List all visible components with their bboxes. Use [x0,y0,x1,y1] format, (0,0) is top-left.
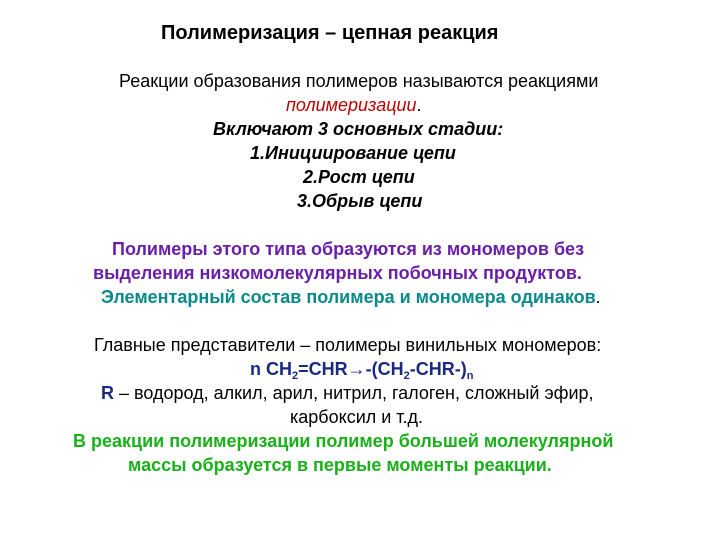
formula-sub-3: n [466,370,474,382]
formula-sub-2: 2 [403,370,410,382]
formula-sub-1: 2 [292,370,299,382]
properties-period: . [595,287,601,307]
properties-composition: Элементарный состав полимера и мономера одинаков [101,287,596,307]
properties-line-2: выделения низкомолекулярных побочных продуктов. [93,263,582,283]
r-definition-text: – водород, алкил, арил, нитрил, галоген, сложный эфир, [114,383,594,403]
stage-item-2: 2.Рост цепи [303,167,415,187]
formula-part-1: n CH [250,359,292,379]
properties-line-3 [101,286,720,308]
stage-item-1: 1.Инициирование цепи [250,143,456,163]
intro-line-2 [286,94,720,116]
stage-item-3: 3.Обрыв цепи [297,191,423,211]
representatives-line: Главные представители – полимеры винильных мономеров: [94,335,602,355]
r-definition-line-1 [101,382,720,404]
r-definition-line-2: карбоксил и т.д. [290,407,424,427]
term-polymerization: полимеризации [286,95,417,115]
properties-line-1: Полимеры этого типа образуются из мономеров без [112,239,585,259]
slide-title: Полимеризация – цепная реакция [161,22,499,44]
conclusion-line-1: В реакции полимеризации полимер большей молекулярной [73,431,614,451]
stages-heading: Включают 3 основных стадии: [213,119,504,139]
conclusion-line-2: массы образуется в первые моменты реакции. [128,455,552,475]
intro-line-1: Реакции образования полимеров называются реакциями [119,71,599,91]
r-label: R [101,383,114,403]
formula-part-3: -CHR-) [409,359,467,379]
formula-part-2: =CHR→-(CH [298,359,404,379]
term-period: . [416,95,422,115]
